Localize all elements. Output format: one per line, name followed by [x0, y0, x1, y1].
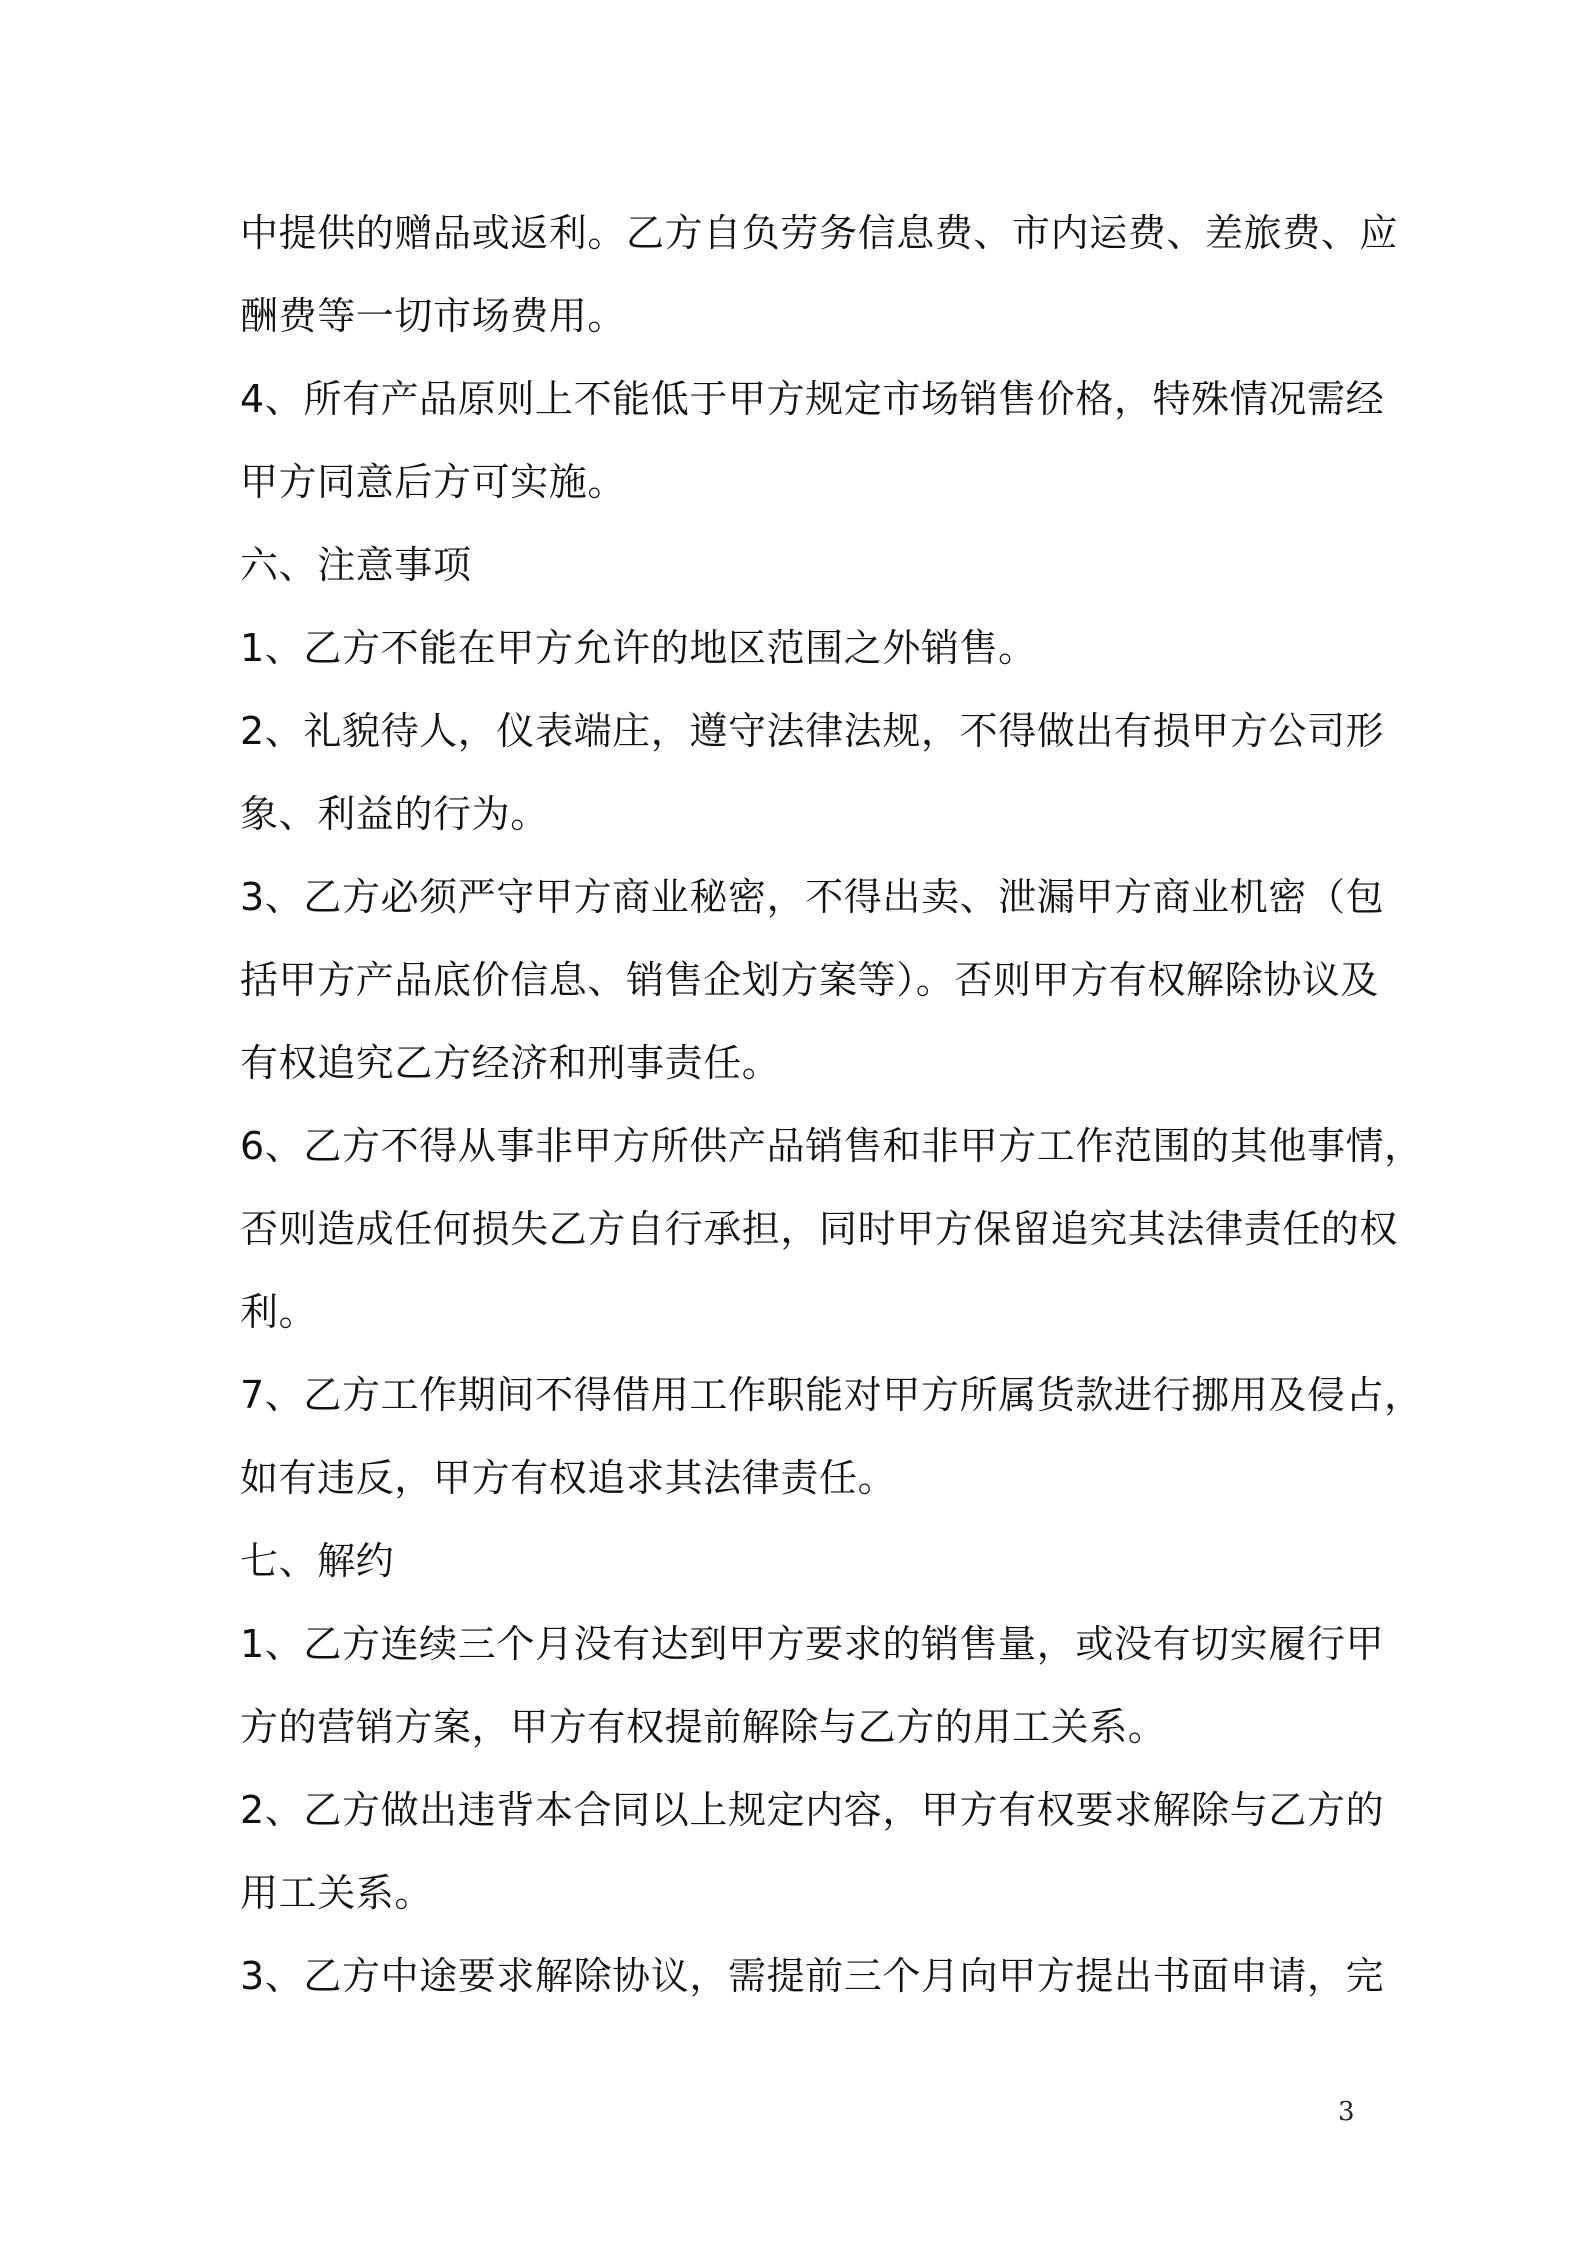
document-body: [240, 192, 1423, 2018]
text-line: 否则造成任何损失乙方自行承担，同时甲方保留追究其法律责任的权: [240, 1207, 1399, 1251]
text-line: 3、乙方中途要求解除协议，需提前三个月向甲方提出书面申请，完: [240, 1954, 1385, 1998]
text-line: 中提供的赠品或返利。乙方自负劳务信息费、市内运费、差旅费、应: [240, 211, 1399, 255]
text-line: 方的营销方案，甲方有权提前解除与乙方的用工关系。: [240, 1705, 1167, 1749]
text-line: 用工关系。: [240, 1871, 434, 1915]
text-line: 甲方同意后方可实施。: [240, 460, 627, 504]
text-line: 象、利益的行为。: [240, 792, 549, 836]
text-line: 1、乙方不能在甲方允许的地区范围之外销售。: [240, 626, 1037, 670]
text-line: 3、乙方必须严守甲方商业秘密，不得出卖、泄漏甲方商业机密（包: [240, 875, 1385, 919]
text-line: 有权追究乙方经济和刑事责任。: [240, 1041, 781, 1085]
text-line: 7、乙方工作期间不得借用工作职能对甲方所属货款进行挪用及侵占，: [240, 1373, 1423, 1417]
text-line: 2、礼貌待人，仪表端庄，遵守法律法规，不得做出有损甲方公司形: [240, 709, 1385, 753]
text-line: 6、乙方不得从事非甲方所供产品销售和非甲方工作范围的其他事情，: [240, 1124, 1423, 1168]
text-line: 括甲方产品底价信息、销售企划方案等）。否则甲方有权解除协议及: [240, 958, 1380, 1002]
text-line: 4、所有产品原则上不能低于甲方规定市场销售价格，特殊情况需经: [240, 377, 1385, 421]
section-heading: 六、注意事项: [240, 543, 472, 587]
page-number: 3: [1338, 2097, 1355, 2127]
text-line: 2、乙方做出违背本合同以上规定内容，甲方有权要求解除与乙方的: [240, 1788, 1385, 1832]
text-line: 酬费等一切市场费用。: [240, 294, 627, 338]
text-line: 如有违反，甲方有权追求其法律责任。: [240, 1456, 897, 1500]
section-heading: 七、解约: [240, 1539, 395, 1583]
text-line: 利。: [240, 1290, 318, 1334]
text-line: 1、乙方连续三个月没有达到甲方要求的销售量，或没有切实履行甲: [240, 1622, 1385, 1666]
